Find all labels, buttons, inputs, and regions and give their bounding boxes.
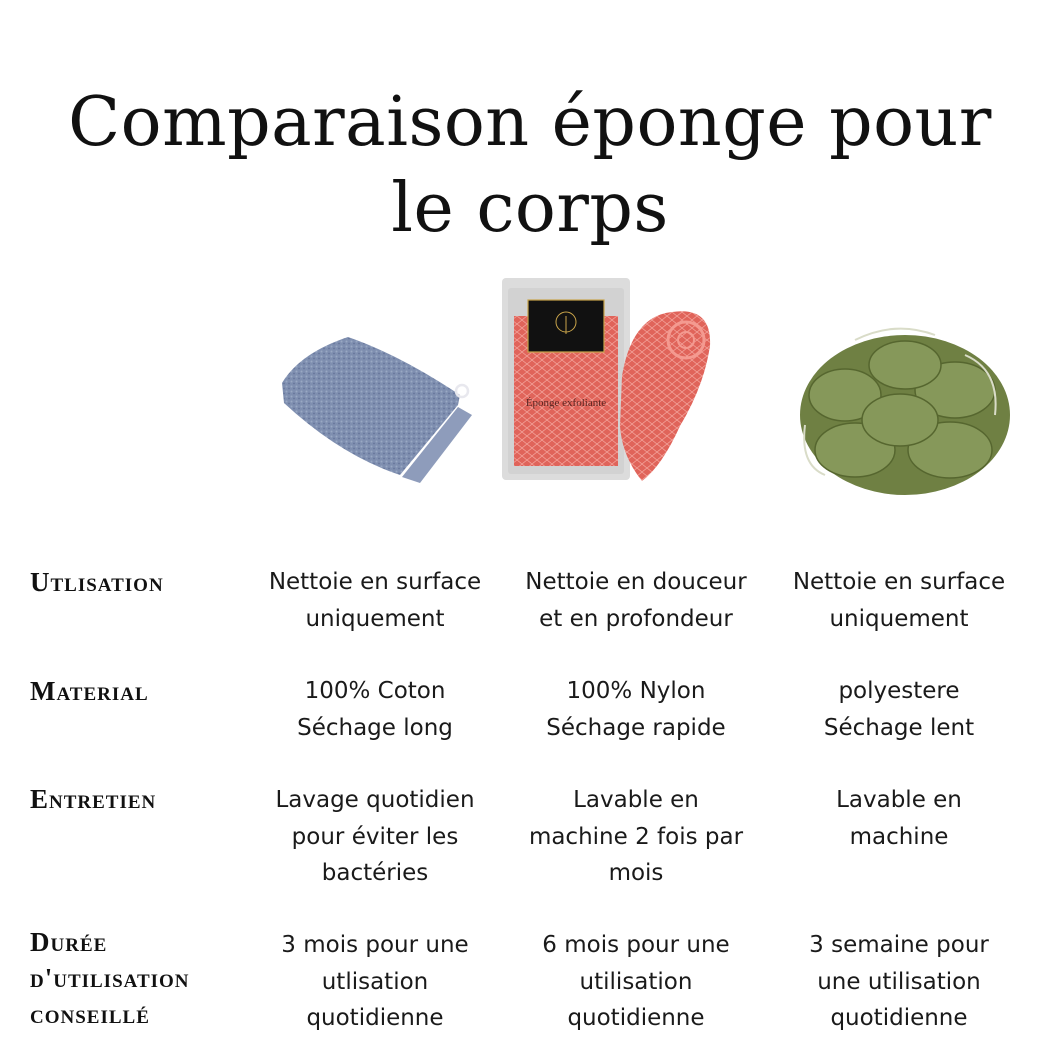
bath-pouf-image xyxy=(795,315,1015,500)
washcloth-mitt-icon xyxy=(270,325,485,485)
cell-mitt-material: 100% Coton Séchage long xyxy=(297,678,453,741)
exfoliating-sponge-package-icon xyxy=(472,276,750,486)
cell-sponge-duree: 6 mois pour une utilisation quotidienne xyxy=(542,932,730,1031)
cell-pouf-duree: 3 semaine pour une utilisation quotidienne xyxy=(809,932,989,1031)
cell-mitt-entretien: Lavage quotidien pour éviter les bactéries xyxy=(275,787,475,886)
row-label-material: Material xyxy=(30,676,149,706)
row-label-utilisation: Utlisation xyxy=(30,567,164,597)
cell-pouf-material: polyestere Séchage lent xyxy=(823,678,975,741)
page-title: Comparaison éponge pour le corps xyxy=(68,83,992,248)
cell-sponge-utilisation: Nettoie en douceur et en profondeur xyxy=(525,569,747,632)
cell-mitt-duree: 3 mois pour une utlisation quotidienne xyxy=(281,932,469,1031)
cell-mitt-utilisation: Nettoie en surface uniquement xyxy=(268,569,482,632)
washcloth-mitt-image xyxy=(270,325,485,485)
cell-pouf-utilisation: Nettoie en surface uniquement xyxy=(792,569,1006,632)
cell-pouf-entretien: Lavable en machine xyxy=(836,787,962,850)
cell-sponge-entretien: Lavable en machine 2 fois par mois xyxy=(528,787,744,886)
cell-sponge-material: 100% Nylon Séchage rapide xyxy=(546,678,726,741)
exfoliating-sponge-image xyxy=(472,276,750,486)
bath-pouf-icon xyxy=(795,315,1015,500)
package-label: Éponge exfoliante xyxy=(525,397,607,409)
row-label-duree: Durée d'utilisation conseillé xyxy=(30,927,190,1029)
row-label-entretien: Entretien xyxy=(30,784,157,814)
